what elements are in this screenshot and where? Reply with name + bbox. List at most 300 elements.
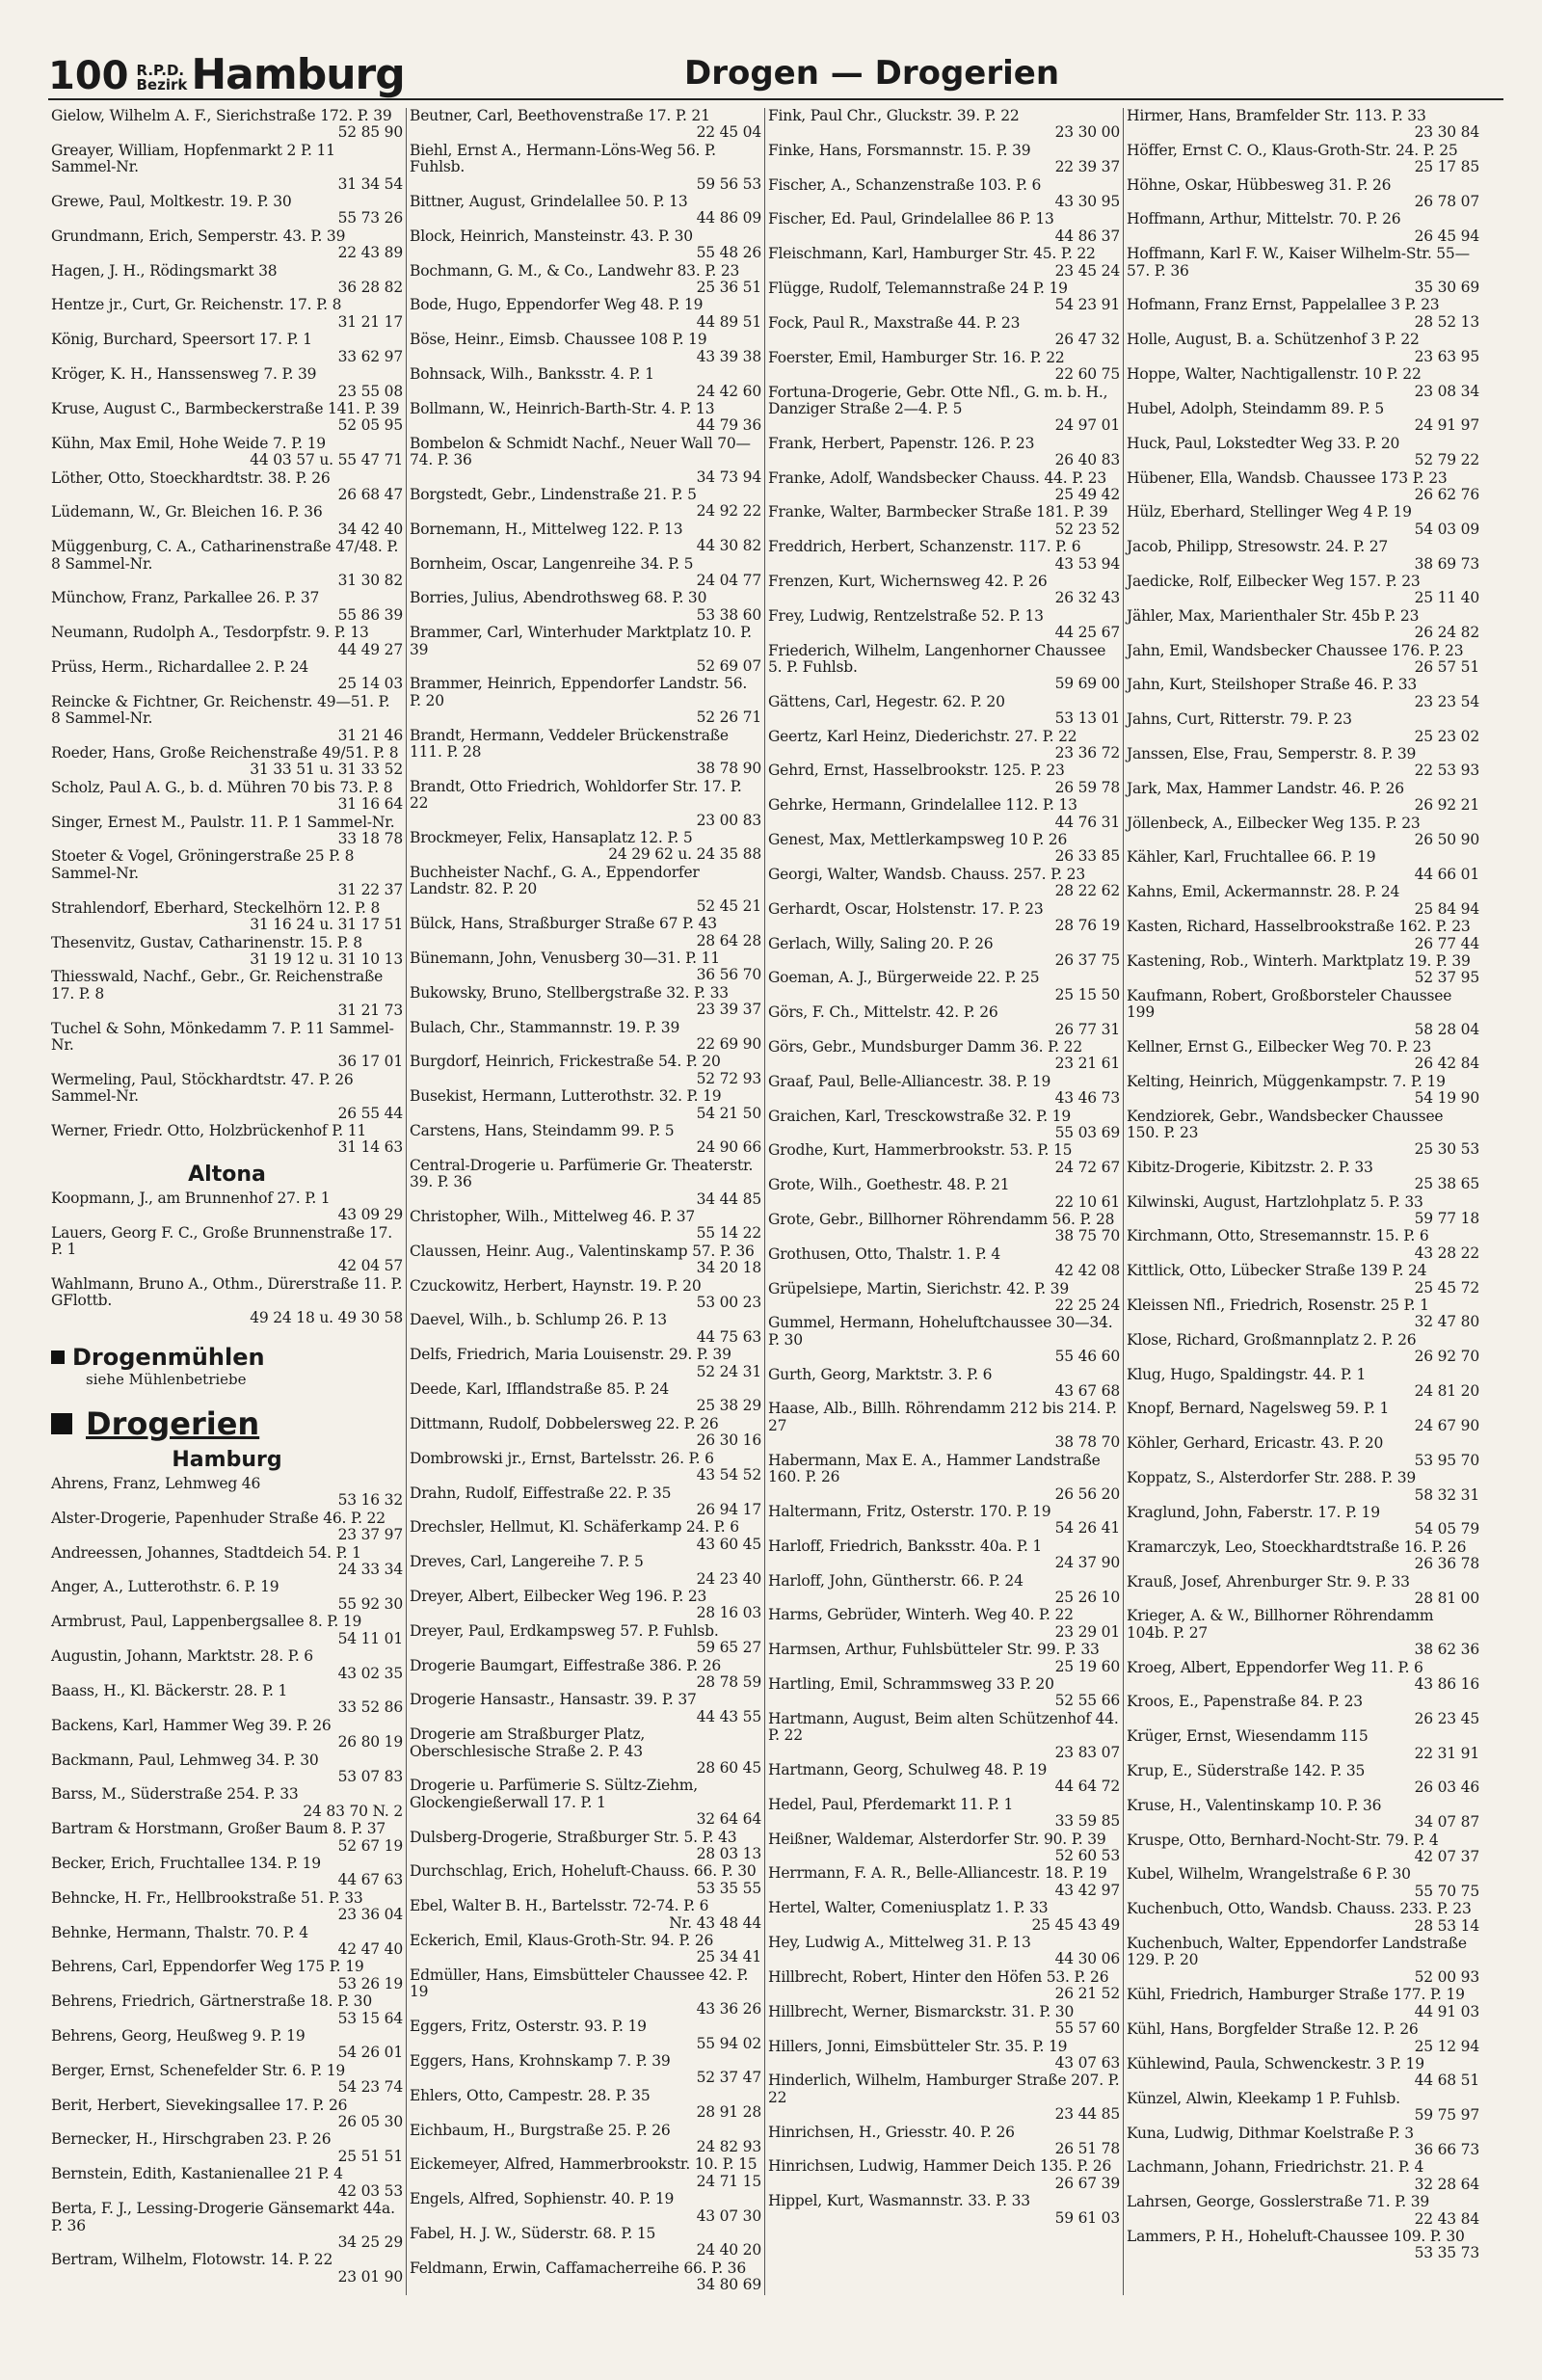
entry-address: Hartzlohplatz 5. P. 33 [1264,1192,1423,1211]
entry-phone: 52 23 52 [1054,520,1120,538]
entry-name: Grote, Wilh., [768,1176,863,1194]
directory-entry [768,832,1120,866]
entry-name: Harmsen, Arthur, [768,1641,898,1659]
entry-address: Lindenstraße 21. P. 5 [540,485,697,503]
entry-name: Augustin, Johann, [51,1647,183,1666]
entry-phone: 33 62 97 [337,347,403,365]
entry-address: Veddeler Brückenstraße 111. P. 28 [410,726,729,762]
entry-name: Bornemann, H., [410,520,527,538]
entry-phone: 38 78 70 [1054,1433,1120,1452]
entry-name: Franke, Walter, [768,503,882,521]
entry-name: Fink, Paul Chr., [768,108,882,124]
directory-entry [410,143,761,193]
directory-entry [51,780,403,814]
entry-phone: 26 57 51 [1414,658,1479,676]
entry-name: Müggenburg, C. A., [51,538,197,556]
entry-name: Drechsler, Hellmut, [410,1518,554,1537]
entry-name: Jöllenbeck, A., [1127,814,1233,832]
directory-entry [51,1993,403,2027]
entry-address: Eppendorfer Landstr. 82. P. 20 [410,863,700,898]
directory-entry [410,676,761,726]
entry-address: Eppendorfer Weg 48. P. 19 [505,296,704,314]
entry-name: Bombelon & Schmidt Nachf., [410,434,625,452]
entry-phone: 32 64 64 [696,1810,761,1829]
entry-address: Campestr. 28. P. 35 [508,2086,651,2104]
directory-entry [1127,608,1479,642]
entry-name: Harloff, Friedrich, [768,1537,903,1555]
entry-phone: 24 83 70 N. 2 [303,1802,403,1820]
entry-name: Kahns, Emil, [1127,883,1221,901]
entry-phone: 24 92 22 [696,502,761,521]
entry-address: Glockengießerwall 17. P. 1 [410,1793,606,1811]
entry-phone: 26 78 07 [1414,193,1479,211]
entry-phone: 43 42 97 [1054,1881,1120,1899]
entry-name: Kellner, Ernst G., [1127,1037,1253,1056]
entry-name: Jark, Max, [1127,779,1203,797]
entry-phone: 59 69 00 [1054,675,1120,693]
entry-phone: 52 72 93 [696,1069,761,1087]
entry-address: Kibitzstr. 2. P. 33 [1249,1158,1373,1176]
directory-entry [410,1933,761,1966]
entry-phone: Nr. 43 48 44 [669,1913,761,1932]
entry-name: Becker, Erich, [51,1854,155,1872]
entry-address: Kl. Bäckerstr. 28. P. 1 [129,1681,288,1699]
entry-name: Bohnsack, Wilh., [410,365,534,384]
entry-address: Eppendorfer Weg 175 P. 19 [162,1958,364,1976]
entry-address: Eppendorfer Landstr. 56. P. 20 [410,675,748,709]
entry-address: Borgfelder Straße 12. P. 26 [1217,2020,1419,2039]
entry-phone: 43 36 26 [696,1999,761,2018]
entry-name: Brammer, Carl, [410,624,523,642]
entry-address: Comeniusplatz 1. P. 33 [880,1899,1049,1917]
directory-entry [51,815,403,848]
entry-address: Wandsbecker Chaussee 176. P. 23 [1211,641,1464,659]
directory-entry [1127,643,1479,677]
entry-address: Hermann-Löns-Weg 56. P. Fuhlsb. [410,141,716,176]
entry-name: Grodhe, Kurt, [768,1141,870,1160]
entry-phone: 55 70 75 [1414,1882,1479,1900]
directory-entry [51,1072,403,1122]
entry-phone: 53 07 83 [337,1767,403,1785]
entry-address: Langereihe 7. P. 5 [511,1553,644,1571]
entry-name: König, Burchard, [51,331,177,349]
entry-address: Gr. Reichenstraße 17. P. 8 [51,968,384,1003]
entry-address: Wandsbecker Chauss. 44. P. 23 [877,468,1107,487]
directory-entry [1127,1074,1479,1108]
entry-name: Frank, Herbert, [768,434,886,452]
entry-phone: 34 07 87 [1414,1813,1479,1832]
entry-phone: 26 77 31 [1054,1020,1120,1038]
entry-name: Künzel, Alwin, [1127,2089,1233,2107]
directory-entry [410,1451,761,1484]
entry-address: Tresckowstraße 32. P. 19 [885,1107,1071,1125]
directory-entry [51,194,403,227]
entry-address: Abendrothsweg 68. P. 30 [523,589,707,607]
entry-address: Eppendorfer Landstraße 129. P. 20 [1127,1935,1467,1969]
directory-entry [410,1347,761,1380]
entry-phone: 26 21 52 [1054,1985,1120,2003]
entry-name: Kühl, Friedrich, [1127,1986,1243,2004]
directory-entry [51,297,403,331]
entry-name: Gielow, Wilhelm A. F., [51,108,212,124]
entry-name: Freddrich, Herbert, [768,538,916,556]
entry-name: Roeder, Hans, [51,744,155,762]
entry-address: Mansteinstr. 43. P. 30 [533,227,693,245]
entry-name: Carstens, Hans, [410,1121,528,1139]
entry-name: Herrmann, F. A. R., [768,1864,912,1883]
directory-entry [51,332,403,365]
directory-entry [768,901,1120,935]
entry-phone: 23 44 85 [1054,2105,1120,2124]
entry-address: Papenhuder Straße 46. P. 22 [174,1509,386,1527]
entry-name: Kilwinski, August, [1127,1192,1261,1211]
entry-address: Friedrich, Rosenstr. 25 P. 1 [1229,1297,1429,1315]
entry-phone: 26 42 84 [1414,1055,1479,1073]
directory-entry [410,1416,761,1450]
entry-address: Winterh. Weg 40. P. 22 [905,1606,1074,1624]
entry-address: Gosslerstraße 71. P. 39 [1259,2193,1430,2211]
entry-phone: 34 42 40 [337,520,403,538]
directory-entry [410,436,761,486]
entry-phone: 23 23 54 [1414,692,1479,710]
entry-phone: 26 92 70 [1414,1348,1479,1366]
directory-entry [1127,1297,1479,1331]
entry-name: Kroos, E., [1127,1693,1199,1711]
directory-entry [410,1209,761,1243]
directory-entry [51,1123,403,1157]
entry-phone: 25 45 43 49 [1031,1915,1120,1934]
entry-name: Huck, Paul, [1127,434,1212,452]
entry-name: Gehrd, Ernst, [768,762,868,780]
entry-phone: 24 72 67 [1054,1158,1120,1176]
directory-entry [410,830,761,864]
entry-phone: 26 59 78 [1054,778,1120,796]
entry-name: Barss, M., [51,1785,126,1804]
entry-phone: 26 36 78 [1414,1555,1479,1573]
directory-entry [768,1797,1120,1831]
entry-address: Hamburger Str. 16. P. 22 [881,348,1065,366]
entry-name: Behrens, Friedrich, [51,1992,196,2011]
directory-entry [1127,711,1479,745]
entry-name: Brockmeyer, Felix, [410,829,547,847]
directory-entry [1127,246,1479,296]
cross-reference-note: siehe Mühlenbetriebe [86,1371,247,1389]
directory-entry [1127,1763,1479,1797]
entry-phone: 23 30 00 [1054,123,1120,142]
directory-entry [410,332,761,365]
entry-name: Kirchmann, Otto, [1127,1227,1255,1245]
entry-phone: 24 71 15 [696,2172,761,2190]
entry-phone: 53 38 60 [696,605,761,624]
entry-phone: 28 64 28 [696,931,761,949]
entry-phone: 59 77 18 [1414,1210,1479,1227]
entry-address: Fruchtallee 134. P. 19 [159,1854,321,1872]
entry-name: Brandt, Otto Friedrich, [410,777,581,795]
entry-address: Haynstr. 19. P. 20 [572,1276,702,1295]
directory-entry [1127,470,1479,504]
directory-entry [1127,574,1479,607]
entry-address: Großborsteler Chaussee 199 [1127,986,1452,1022]
entry-address: Sierichstraße 172. P. 39 [215,108,392,124]
entry-name: Kittlick, Otto, [1127,1262,1227,1280]
entry-address: Eimsb. Chaussee 108 P. 19 [509,331,707,349]
entry-address: Eiffestraße 22. P. 35 [521,1484,672,1502]
directory-entry [51,504,403,538]
entry-address: Maxstraße 44. P. 23 [873,313,1021,332]
entry-address: Mittelweg 46. P. 37 [552,1208,696,1225]
entry-name: Bukowsky, Bruno, [410,983,543,1002]
entry-phone: 55 46 60 [1054,1348,1120,1366]
directory-entry [410,985,761,1019]
entry-name: Kuchenbuch, Walter, [1127,1935,1280,1953]
entry-phone: 43 54 52 [696,1466,761,1484]
entry-phone: 22 45 04 [696,123,761,142]
column-2 [407,108,765,2295]
entry-phone: 52 37 95 [1414,969,1479,987]
directory-entry [410,401,761,435]
directory-entry [51,1925,403,1959]
entry-name: Jaedicke, Rolf, [1127,572,1233,590]
entry-name: Gummel, Hermann, [768,1314,915,1332]
directory-entry [768,1676,1120,1710]
directory-entry [1127,539,1479,573]
entry-phone: 59 56 53 [696,174,761,193]
entry-address: Hopfenmarkt 2 P. 11 Sammel-Nr. [51,141,335,176]
directory-entry [410,194,761,227]
entry-phone: 52 60 53 [1054,1847,1120,1865]
entry-name: Durchschlag, Erich, [410,1862,557,1881]
entry-address: Heinrich-Barth-Str. 4. P. 13 [515,399,715,417]
entry-phone: 25 45 72 [1414,1278,1479,1297]
entry-name: Graichen, Karl, [768,1107,881,1125]
directory-entry [51,228,403,262]
directory-entry [768,1573,1120,1607]
entry-address: Frau, Semperstr. 8. P. 39 [1233,745,1417,763]
entry-name: Hofmann, Franz Ernst, [1127,296,1297,314]
entry-phone: 26 68 47 [337,485,403,503]
entry-address: Danziger Straße 2—4. P. 5 [768,399,963,417]
entry-address: Kaiser Wilhelm-Str. 55—57. P. 36 [1127,245,1470,280]
entry-address: Venusberg 30—31. P. 11 [541,949,720,967]
entry-phone: 26 77 44 [1414,934,1479,952]
entry-phone: 55 57 60 [1054,2019,1120,2038]
entry-name: Kaufmann, Robert, [1127,986,1267,1004]
entry-address: Belle-Alliancestr. 38. P. 19 [859,1072,1051,1090]
entry-phone: 24 40 20 [696,2241,761,2260]
entry-phone: 24 91 97 [1414,416,1479,435]
entry-name: Jahn, Kurt, [1127,676,1207,694]
entry-address: Dobbelersweg 22. P. 26 [545,1414,719,1432]
directory-entry [410,2019,761,2052]
entry-address: Bismarckstr. 31. P. 30 [914,2002,1075,2020]
entry-phone: 36 66 73 [1414,2140,1479,2158]
entry-address: Richardallee 2. P. 24 [157,658,309,676]
directory-entry [51,1786,403,1820]
entry-phone: 33 18 78 [337,830,403,848]
entry-address: Schanzenstraße 103. P. 6 [855,175,1042,194]
entry-address: Mittelstr. 42. P. 26 [863,1003,998,1022]
entry-name: Gerlach, Willy, [768,934,875,952]
entry-name: Bornheim, Oscar, [410,554,538,573]
directory-entry [1127,1936,1479,1986]
entry-address: Billh. Röhrendamm 212 bis 214. P. 27 [768,1400,1117,1434]
directory-entry [768,2193,1120,2227]
entry-phone: 26 32 43 [1054,589,1120,607]
directory-entry [51,470,403,504]
entry-phone: 25 11 40 [1414,589,1479,607]
directory-entry [1127,919,1479,952]
entry-phone: 58 32 31 [1414,1485,1479,1504]
directory-entry [410,2123,761,2156]
entry-address: Sophienstr. 40. P. 19 [523,2190,675,2208]
directory-entry [768,177,1120,211]
directory-entry [768,281,1120,314]
entry-phone: 52 45 21 [696,896,761,915]
entry-address: Valentinskamp 10. P. 36 [1206,1796,1382,1814]
entry-phone: 28 16 03 [696,1604,761,1622]
entry-phone: 43 60 45 [696,1535,761,1553]
entry-name: Kibitz-Drogerie, [1127,1158,1245,1176]
entry-address: Wandsb. Chaussee 173 P. 23 [1236,468,1448,487]
entry-name: Bernecker, H., [51,2130,158,2149]
entry-name: Wahlmann, Bruno A., [51,1274,208,1293]
directory-entry [1127,1832,1479,1866]
entry-name: Singer, Ernest M., [51,813,186,831]
entry-address: Stellbergstraße 32. P. 33 [545,983,729,1002]
entry-phone: 31 34 54 [337,174,403,193]
entry-phone: 24 90 66 [696,1138,761,1157]
entry-phone: 53 16 32 [337,1491,403,1510]
entry-name: Hillbrecht, Robert, [768,1967,908,1986]
entry-phone: 54 23 74 [337,2078,403,2097]
entry-phone: 34 44 85 [696,1190,761,1208]
entry-name: Löther, Otto, [51,468,146,487]
entry-name: Reincke & Fichtner, [51,692,199,710]
directory-entry [768,1642,1120,1675]
entry-phone: 42 07 37 [1414,1848,1479,1866]
entry-phone: 24 42 60 [696,382,761,400]
entry-name: Fischer, Ed. Paul, [768,210,897,228]
directory-entry [1127,2056,1479,2090]
entry-address: Griesstr. 40. P. 26 [885,2123,1015,2141]
entry-phone: 23 55 08 [337,382,403,400]
entry-address: Bartelsstr. 72-74. P. 6 [551,1897,709,1915]
entry-name: Wermeling, Paul, [51,1070,177,1088]
entry-name: Anger, A., [51,1578,123,1596]
entry-phone: 32 47 80 [1414,1313,1479,1331]
entry-address: Langenhorner Chaussee 5. P. Fuhlsb. [768,641,1106,676]
directory-entry [410,1123,761,1157]
entry-name: Krauß, Josef, [1127,1572,1222,1591]
entry-address: Pappelallee 3 P. 23 [1301,296,1440,314]
entry-phone: 43 86 16 [1414,1674,1479,1693]
entry-name: Kühl, Hans, [1127,2020,1213,2039]
entry-address: Diederichstr. 27. P. 22 [915,727,1077,745]
entry-address: Papenstr. 126. P. 23 [890,434,1035,452]
directory-entry [1127,746,1479,780]
entry-name: Kendziorek, Gebr., [1127,1107,1263,1125]
entry-address: Eilbecker Weg 70. P. 23 [1257,1037,1432,1056]
directory-entry [51,1190,403,1224]
entry-address: Caffamacherreihe 66. P. 36 [545,2259,746,2277]
entry-phone: 44 91 03 [1414,2002,1479,2020]
entry-phone: 44 64 72 [1054,1778,1120,1796]
entry-name: Harms, Gebrüder, [768,1606,902,1624]
directory-entry [1127,211,1479,245]
entry-phone: 52 24 31 [696,1362,761,1380]
entry-address: Eilbecker Weg 196. P. 23 [523,1587,707,1605]
entry-address: Stöckhardtstr. 47. P. 26 Sammel-Nr. [51,1070,354,1106]
entry-phone: 28 53 14 [1414,1916,1479,1935]
entry-name: Bertram, Wilhelm, [51,2251,188,2269]
entry-phone: 38 78 90 [696,760,761,778]
entry-name: Kubel, Wilhelm, [1127,1865,1244,1884]
entry-phone: 42 04 57 [337,1257,403,1275]
entry-address: Kl. Schäferkamp 24. P. 6 [558,1518,739,1537]
entry-name: Hey, Ludwig A., [768,1934,885,1952]
entry-name: Finke, Hans, [768,141,863,159]
entry-name: Böse, Heinr., [410,331,505,349]
entry-name: Gättens, Carl, [768,692,871,710]
entry-name: Görs, F. Ch., [768,1003,860,1022]
entry-name: Drahn, Rudolf, [410,1484,518,1502]
entry-address: Marienthaler Str. 45b P. 23 [1219,606,1420,625]
directory-entry [410,2053,761,2087]
entry-name: Fischer, A., [768,175,851,194]
directory-entry [51,1579,403,1613]
entry-address: b. d. Mühren 70 bis 73. P. 8 [190,778,393,796]
directory-entry [768,643,1120,693]
entry-address: Ahrenburger Str. 9. P. 33 [1226,1572,1410,1591]
entry-phone: 24 81 20 [1414,1382,1479,1401]
entry-address: Steilshoper Straße 46. P. 33 [1210,676,1418,694]
entry-name: Haase, Alb., [768,1400,858,1418]
directory-entry [768,539,1120,573]
entry-address: Gröningerstraße 25 P. 8 Sammel-Nr. [51,847,355,882]
entry-phone: 53 15 64 [337,2009,403,2027]
directory-entry [768,797,1120,831]
entry-name: Eggers, Hans, [410,2051,515,2070]
entry-address: Mittelweg 31. P. 13 [889,1934,1031,1952]
directory-entry [1127,2091,1479,2125]
directory-entry [51,745,403,779]
entry-phone: 54 11 01 [337,1629,403,1647]
entry-name: Hinrichsen, Ludwig, [768,2157,918,2176]
directory-entry [1127,1039,1479,1073]
entry-name: Frenzen, Kurt, [768,572,876,590]
square-bullet-icon [51,1350,65,1364]
entry-name: Feldmann, Erwin, [410,2259,542,2277]
entry-phone: 35 30 69 [1414,279,1479,297]
entry-address: Wohldorfer Str. 17. P. 22 [410,777,742,813]
entry-phone: 23 63 95 [1414,347,1479,365]
directory-entry [51,1959,403,1992]
directory-entry [1127,1194,1479,1228]
entry-address: Landwehr 83. P. 23 [598,261,740,280]
directory-entry [51,1545,403,1579]
entry-name: Alster-Drogerie, [51,1509,171,1527]
directory-entry [410,263,761,297]
entry-address: Lehmweg 34. P. 30 [179,1751,319,1769]
entry-phone: 26 51 78 [1054,2139,1120,2157]
entry-name: Backens, Karl, [51,1716,158,1734]
entry-name: Greayer, William, [51,141,179,159]
entry-name: Berta, F. J., [51,2200,132,2218]
entry-name: Dittmann, Rudolf, [410,1414,542,1432]
directory-entry [768,2125,1120,2158]
entry-name: Werner, Friedr. Otto, [51,1121,204,1139]
directory-entry [768,1504,1120,1538]
